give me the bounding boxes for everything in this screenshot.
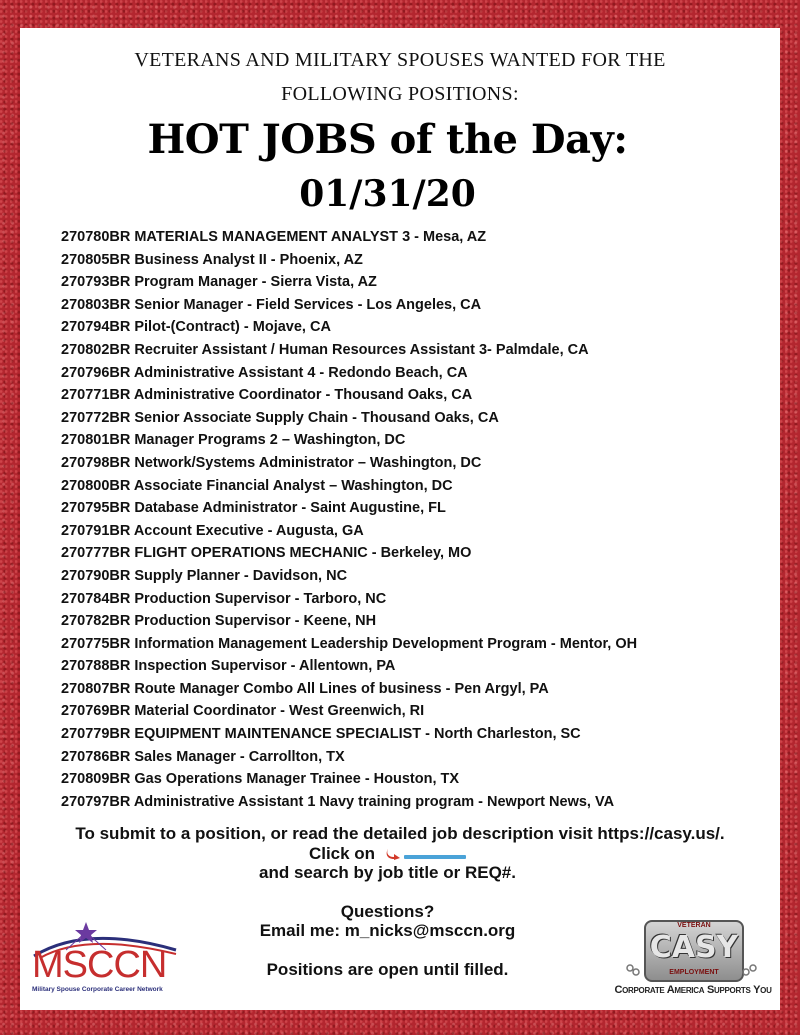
casy-logo [608,916,778,1001]
job-item: 270797BR Administrative Assistant 1 Navy training program - Newport News, VA [61,793,615,810]
job-item: 270798BR Network/Systems Administrator – Washington, DC [61,454,482,471]
job-item: 270801BR Manager Programs 2 – Washington, DC [61,432,406,449]
subtitle-line-1: VETERANS AND MILITARY SPOUSES WANTED FOR THE [134,49,666,71]
job-item: 270782BR Production Supervisor - Keene, NH [61,613,377,630]
submit-instructions: To submit to a position, or read the detailed job description visit https://casy.us/. [75,824,725,843]
job-item: 270784BR Production Supervisor - Tarboro, NC [61,590,387,607]
job-item: 270780BR MATERIALS MANAGEMENT ANALYST 3 - Mesa, AZ [61,229,487,245]
click-label: Click on [308,844,376,863]
job-item: 270809BR Gas Operations Manager Trainee - Houston, TX [61,771,460,788]
job-item: 270779BR EQUIPMENT MAINTENANCE SPECIALIST - North Charleston, SC [61,726,581,743]
job-item: 270794BR Pilot-(Contract) - Mojave, CA [61,319,331,336]
contact-email[interactable]: Email me: m_nicks@msccn.org [259,921,516,940]
flyer-card [20,28,780,1010]
job-item: 270790BR Supply Planner - Davidson, NC [61,567,348,584]
job-item: 270769BR Material Coordinator - West Greenwich, RI [61,703,425,720]
job-item: 270807BR Route Manager Combo All Lines of business - Pen Argyl, PA [61,680,549,697]
job-item: 270771BR Administrative Coordinator - Thousand Oaks, CA [61,387,473,404]
subtitle-line-2: FOLLOWING POSITIONS: [281,83,519,105]
search-instructions: and search by job title or REQ#. [259,863,516,882]
job-item: 270786BR Sales Manager - Carrollton, TX [61,748,345,765]
job-item: 270793BR Program Manager - Sierra Vista, AZ [61,274,377,291]
job-item: 270775BR Information Management Leadership Development Program - Mentor, OH [61,635,638,652]
casy-tagline: Corporate America Supports You [614,984,772,996]
page-title: HOT JOBS of the Day: [147,116,628,163]
curved-arrow-icon [385,848,401,860]
job-item: 270803BR Senior Manager - Field Services - Los Angeles, CA [61,296,482,313]
msccn-wordmark: MSCCN [32,944,167,986]
job-list [61,226,637,813]
job-item: 270777BR FLIGHT OPERATIONS MECHANIC - Berkeley, MO [61,545,472,562]
job-item: 270772BR Senior Associate Supply Chain - Thousand Oaks, CA [61,409,499,426]
job-item: 270805BR Business Analyst II - Phoenix, AZ [61,251,363,268]
date-heading: 01/31/20 [299,173,476,215]
job-item: 270796BR Administrative Assistant 4 - Redondo Beach, CA [61,364,468,381]
job-item: 270795BR Database Administrator - Saint Augustine, FL [61,500,446,517]
msccn-logo [26,920,186,1000]
job-item: 270802BR Recruiter Assistant / Human Resources Assistant 3- Palmdale, CA [61,341,589,358]
casy-link[interactable] [385,848,466,860]
job-item: 270791BR Account Executive - Augusta, GA [61,522,364,539]
questions-heading: Questions? [340,902,435,921]
casy-bottom-text: EMPLOYMENT [669,969,719,976]
positions-open-note: Positions are open until filled. [266,960,509,979]
link-bar[interactable] [404,855,466,859]
job-item: 270788BR Inspection Supervisor - Allentown, PA [61,658,396,675]
casy-wordmark: CASY [649,930,739,965]
msccn-fullname: Military Spouse Corporate Career Network [32,986,163,993]
casy-top-text: VETERAN [677,922,711,929]
chain-icon [608,916,778,982]
click-row [20,844,755,864]
job-item: 270800BR Associate Financial Analyst – Washington, DC [61,477,453,494]
